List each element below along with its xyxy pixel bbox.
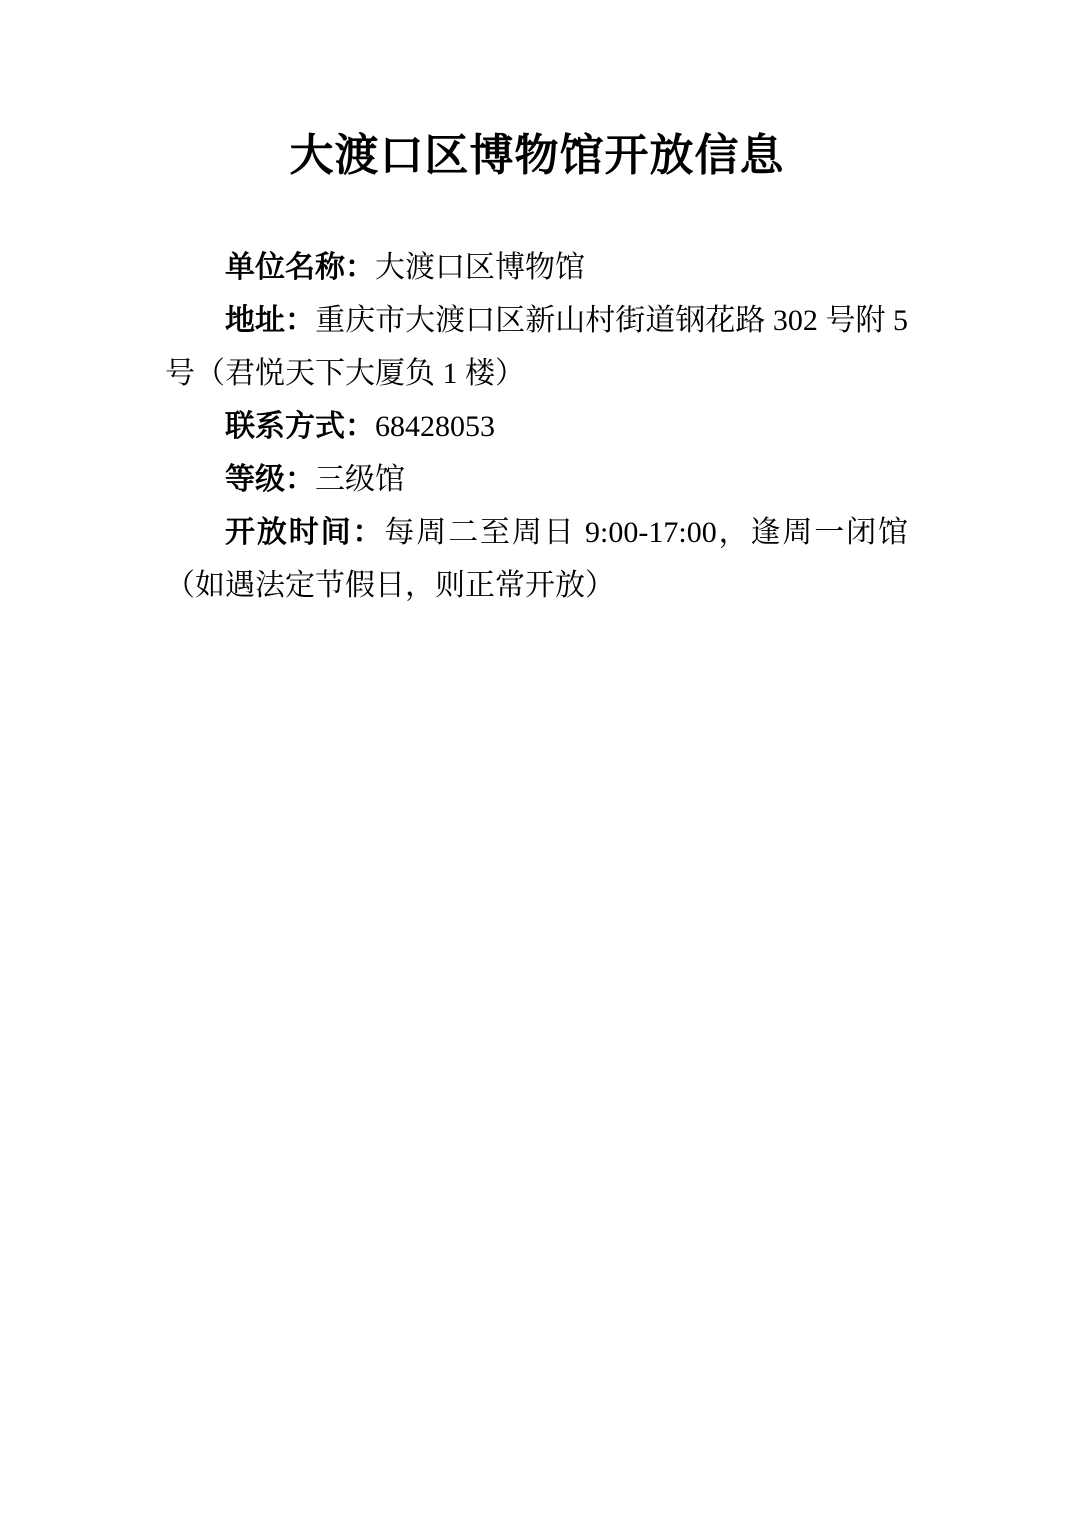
address-label: 地址： xyxy=(225,304,316,337)
document-title: 大渡口区博物馆开放信息 xyxy=(289,131,785,180)
contact-value: 68428053 xyxy=(375,410,495,443)
address-value: 重庆市大渡口区新山村街道钢花路 302 号附 5 号（君悦天下大厦负 1 楼） xyxy=(165,304,909,390)
field-address xyxy=(165,294,908,400)
opening-hours-label: 开放时间： xyxy=(225,516,385,549)
grade-value: 三级馆 xyxy=(315,463,405,496)
document-body xyxy=(165,241,908,612)
contact-label: 联系方式： xyxy=(225,410,375,443)
field-unit-name xyxy=(165,241,908,294)
unit-name-label: 单位名称： xyxy=(225,251,375,284)
field-opening-hours xyxy=(165,506,908,612)
grade-label: 等级： xyxy=(225,463,315,496)
unit-name-value: 大渡口区博物馆 xyxy=(375,251,585,284)
field-grade xyxy=(165,453,908,506)
opening-hours-value: 每周二至周日 9:00-17:00，逢周一闭馆（如遇法定节假日，则正常开放） xyxy=(165,516,908,602)
field-contact xyxy=(165,400,908,453)
